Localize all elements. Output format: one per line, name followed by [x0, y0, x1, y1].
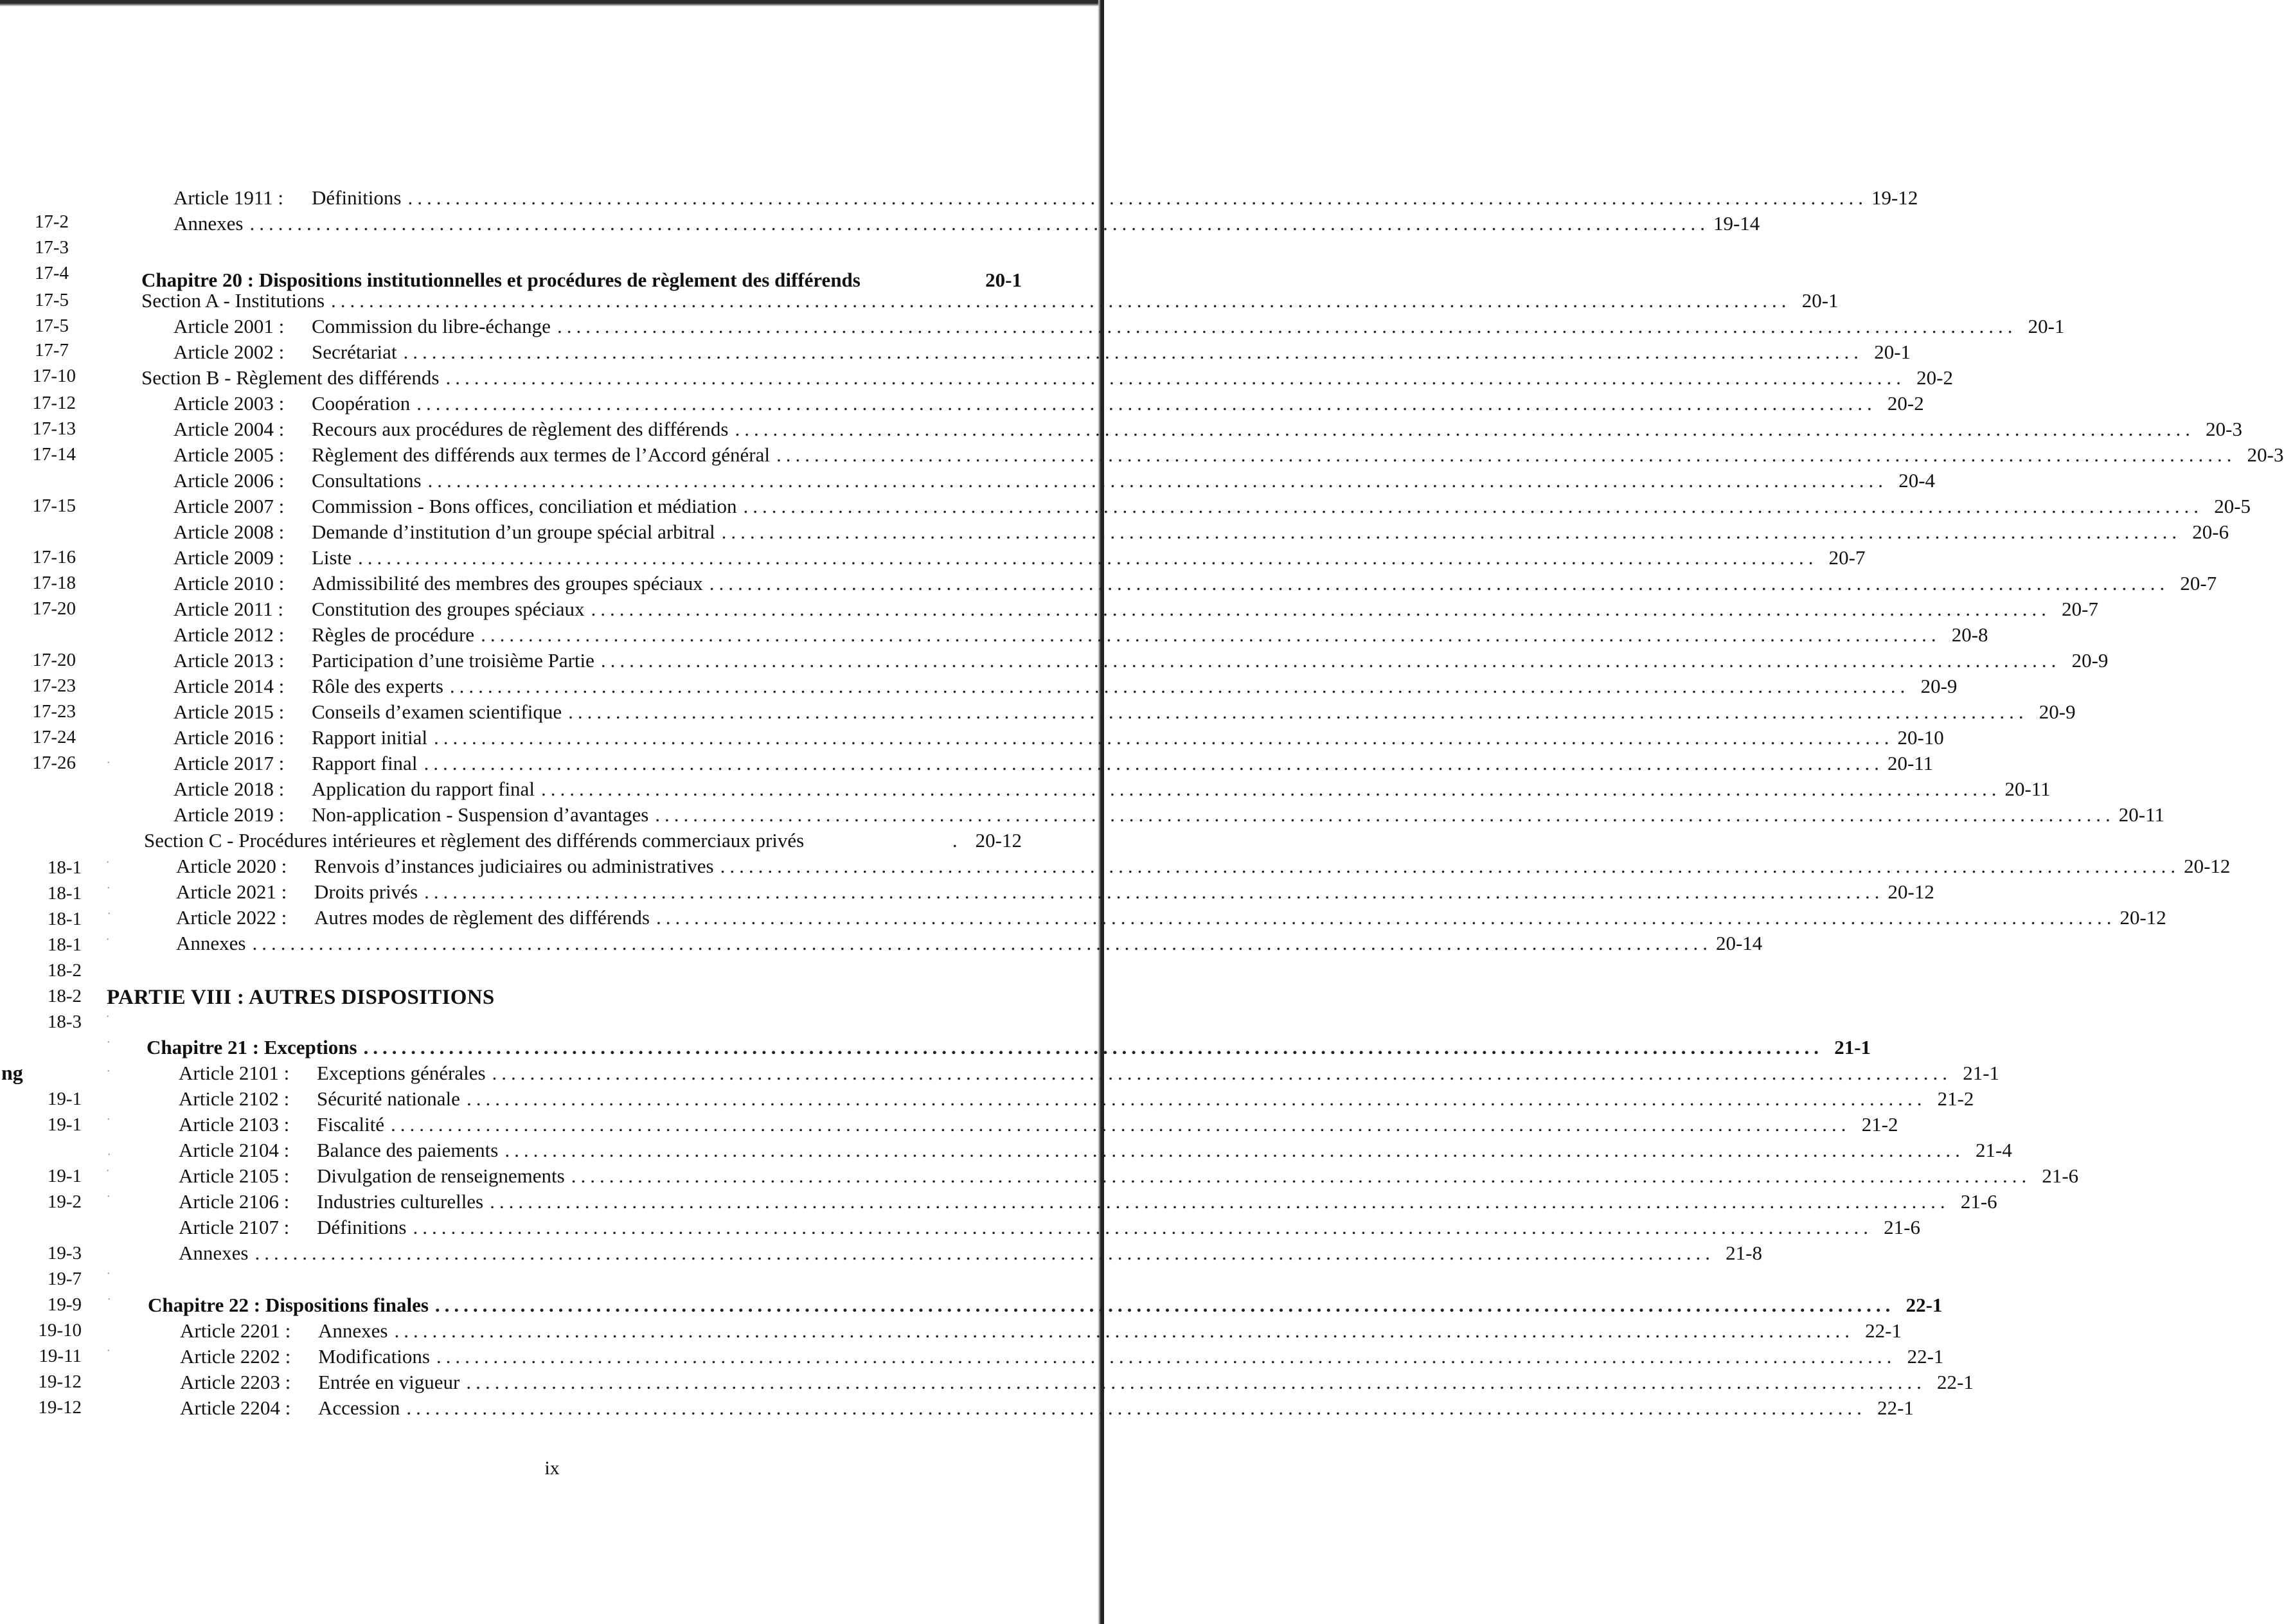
margin-page-ref: 18-3: [47, 1012, 82, 1032]
margin-page-ref: 17-16: [32, 547, 76, 567]
part-heading: PARTIE VIII : AUTRES DISPOSITIONS: [107, 986, 495, 1009]
toc-leader-dots: [445, 366, 1905, 389]
toc-entry[interactable]: [174, 700, 2076, 724]
toc-entry-title: Demande d’institution d’un groupe spécial arbitral: [312, 521, 715, 543]
toc-annexes[interactable]: [176, 932, 1763, 955]
toc-entry[interactable]: [180, 1371, 1974, 1394]
toc-page-number: 20-12: [2119, 906, 2166, 929]
toc-article-number: Article 2011 :: [174, 598, 284, 620]
toc-entry[interactable]: [174, 418, 2242, 441]
toc-entry[interactable]: [174, 443, 2284, 467]
margin-page-ref: 17-12: [32, 393, 76, 413]
cut-off-text: ng: [1, 1061, 23, 1084]
toc-article-number: Article 2101 :: [179, 1062, 290, 1084]
toc-page-number: 21-4: [1976, 1139, 2012, 1161]
toc-entry-title: Modifications: [318, 1345, 430, 1368]
toc-entry-title: Balance des paiements: [317, 1139, 499, 1161]
toc-entry-title: Coopération: [312, 392, 411, 415]
toc-article-number: Article 2006 :: [174, 469, 285, 492]
toc-leader-dots: [254, 1242, 1715, 1265]
scan-speck: ˙: [106, 1269, 111, 1285]
toc-chapter-21[interactable]: [147, 1036, 1871, 1059]
scan-speck: ˙: [107, 909, 112, 925]
toc-entry[interactable]: [176, 855, 2231, 878]
margin-page-ref: 17-24: [32, 727, 76, 747]
toc-leader-dots: [434, 726, 1894, 749]
toc-article-number: Article 2008 :: [174, 521, 285, 543]
toc-article-number: Article 2010 :: [174, 572, 285, 594]
toc-page-number: 21-2: [1861, 1113, 1898, 1136]
toc-section-b[interactable]: [141, 366, 1953, 389]
margin-page-ref: 17-10: [32, 366, 76, 386]
margin-page-ref: 19-1: [47, 1089, 82, 1109]
toc-entry[interactable]: [174, 675, 1958, 698]
toc-entry[interactable]: [179, 1113, 1898, 1136]
toc-leader-dots: [331, 289, 1791, 312]
margin-page-ref: 19-12: [38, 1371, 82, 1392]
scan-speck: ˙: [106, 1038, 111, 1054]
toc-leader-dots: [252, 932, 1712, 955]
toc-article-number: Article 2204 :: [180, 1396, 291, 1419]
toc-leader-dots: [466, 1371, 1926, 1394]
toc-leader-dots: [404, 341, 1864, 364]
toc-leader-dots: [364, 1036, 1824, 1059]
toc-page-number: 19-12: [1871, 186, 1918, 209]
margin-page-ref: 18-1: [47, 883, 82, 904]
toc-page-number: 20-7: [1828, 546, 1866, 569]
toc-entry[interactable]: [174, 341, 1911, 364]
toc-article-number: Article 2004 :: [174, 418, 285, 440]
toc-entry-title: Annexes: [318, 1319, 388, 1342]
toc-leader-dots: [391, 1113, 1851, 1136]
toc-leader-dots: [720, 855, 2181, 878]
toc-leader-dots: [722, 521, 2182, 544]
toc-leader-dots: [601, 649, 2061, 672]
margin-page-ref: 17-7: [34, 340, 69, 361]
toc-entry-title: Liste: [312, 546, 352, 569]
toc-leader-dots: [571, 1164, 2031, 1188]
page-number: ix: [544, 1458, 560, 1479]
toc-leader-dots: [467, 1087, 1927, 1111]
toc-page-number: 20-12: [975, 829, 1022, 852]
toc-article-number: Annexes: [174, 212, 244, 235]
toc-entry[interactable]: [179, 1062, 2000, 1085]
toc-article-number: Article 2005 :: [174, 443, 285, 466]
toc-page-number: 20-7: [2180, 572, 2217, 594]
toc-page-number: 20-11: [2004, 778, 2051, 800]
toc-annexes[interactable]: [174, 212, 1760, 235]
toc-page-number: 20-10: [1897, 726, 1944, 749]
toc-leader-dots: [481, 623, 1941, 647]
toc-entry-title: Admissibilité des membres des groupes spéciaux: [312, 572, 703, 594]
toc-page-number: 22-1: [1905, 1294, 1943, 1316]
toc-page-number: 20-3: [2206, 418, 2242, 440]
toc-leader-dots: [492, 1062, 1952, 1085]
toc-page-number: 20-2: [1916, 366, 1953, 389]
margin-page-ref: 19-9: [47, 1294, 82, 1315]
toc-entry[interactable]: [176, 906, 2166, 929]
scan-speck: ˙: [107, 1150, 112, 1166]
toc-entry-title: Secrétariat: [312, 341, 397, 363]
toc-page-number: 22-1: [1907, 1345, 1944, 1368]
margin-page-ref: 17-20: [32, 598, 76, 619]
toc-entry-title: Application du rapport final: [312, 778, 535, 800]
toc-entry-title: Industries culturelles: [317, 1190, 484, 1213]
toc-article-number: Article 2003 :: [174, 392, 285, 415]
toc-page-number: 20-9: [2039, 700, 2076, 723]
toc-leader-dots: [424, 752, 1884, 775]
toc-entry[interactable]: [174, 726, 1944, 749]
toc-entry[interactable]: [174, 572, 2217, 595]
toc-leader-dot: .: [952, 829, 958, 852]
margin-page-ref: 17-20: [32, 650, 76, 670]
toc-article-number: Article 2105 :: [179, 1164, 290, 1187]
toc-entry[interactable]: [180, 1345, 1944, 1368]
toc-entry[interactable]: [174, 752, 1934, 775]
toc-article-number: Article 2018 :: [174, 778, 285, 800]
toc-article-number: Article 2201 :: [180, 1319, 291, 1342]
toc-entry-title: Rapport final: [312, 752, 418, 774]
toc-entry[interactable]: [174, 803, 2164, 826]
toc-article-number: Annexes: [176, 932, 246, 954]
scan-speck: ˙: [107, 1295, 112, 1311]
margin-page-ref: 17-4: [34, 263, 69, 283]
scan-speck: ˙: [105, 935, 111, 951]
toc-leader-dots: [541, 778, 2001, 801]
toc-entry-title: Sécurité nationale: [317, 1087, 460, 1110]
toc-entry[interactable]: [174, 469, 1936, 492]
toc-page-number: 20-6: [2192, 521, 2229, 543]
toc-entry-title: Définitions: [317, 1216, 407, 1238]
toc-entry[interactable]: [174, 598, 2098, 621]
toc-leader-dots: [408, 186, 1868, 210]
toc-entry[interactable]: [179, 1216, 1920, 1239]
toc-entry-title: Rapport initial: [312, 726, 427, 749]
toc-article-number: Article 1911 :: [174, 186, 284, 209]
toc-leader-dots: [867, 263, 974, 287]
toc-entry-title: Participation d’une troisième Partie: [312, 649, 594, 672]
toc-leader-dots: [413, 1216, 1873, 1239]
toc-entry[interactable]: [176, 880, 1934, 904]
margin-page-ref: 17-23: [32, 701, 76, 722]
toc-page-number: 20-1: [985, 269, 1022, 291]
toc-article-number: Article 2017 :: [174, 752, 285, 774]
toc-entry-title: Commission du libre-échange: [312, 315, 551, 337]
toc-entry-title: Commission - Bons offices, conciliation et médiation: [312, 495, 737, 517]
toc-page-number: 19-14: [1713, 212, 1760, 235]
toc-article-number: Article 2014 :: [174, 675, 285, 697]
toc-entry-title: Section B - Règlement des différends: [141, 366, 440, 389]
toc-leader-dots: [406, 1396, 1866, 1420]
toc-leader-dots: [424, 880, 1884, 904]
margin-page-ref: 18-1: [47, 857, 82, 878]
margin-page-ref: 17-23: [32, 675, 76, 696]
toc-entry-title: Définitions: [312, 186, 402, 209]
scan-speck: ˙: [106, 1067, 111, 1083]
toc-page-number: 21-6: [2042, 1164, 2079, 1187]
toc-entry-title: Chapitre 20 : Dispositions institutionnelles et procédures de règlement des différends: [141, 269, 861, 291]
toc-article-number: Article 2020 :: [176, 855, 287, 877]
scan-speck: ˙: [105, 858, 111, 874]
toc-leader-dots: [655, 803, 2115, 826]
toc-page-number: 20-1: [1801, 289, 1839, 312]
toc-page-number: 22-1: [1865, 1319, 1902, 1342]
toc-entry-title: Chapitre 21 : Exceptions: [147, 1036, 357, 1058]
toc-article-number: Article 2102 :: [179, 1087, 290, 1110]
toc-page-number: 20-1: [2028, 315, 2065, 337]
toc-page-number: 20-9: [2071, 649, 2109, 672]
margin-page-ref: 18-1: [47, 934, 82, 955]
toc-leader-dots: [436, 1345, 1896, 1368]
scan-speck: ˙: [105, 1012, 111, 1028]
toc-entry[interactable]: [179, 1139, 2012, 1162]
scan-speck: ˙: [106, 884, 111, 900]
toc-page-number: 20-11: [2118, 803, 2164, 826]
toc-entry-title: Droits privés: [314, 880, 418, 903]
toc-leader-dots: [450, 675, 1910, 698]
toc-article-number: Article 2013 :: [174, 649, 285, 672]
margin-page-ref: 19-3: [47, 1243, 82, 1263]
margin-page-ref: 19-12: [38, 1397, 82, 1418]
margin-page-ref: 17-26: [32, 753, 76, 773]
toc-entry[interactable]: [174, 546, 1866, 569]
toc-leader-dots: [709, 572, 2170, 595]
toc-entry[interactable]: [179, 1087, 1974, 1111]
toc-article-number: Article 2021 :: [176, 880, 287, 903]
margin-page-ref: 19-11: [39, 1346, 82, 1366]
scan-speck: ˙: [106, 1192, 111, 1208]
toc-entry[interactable]: [174, 623, 1988, 647]
toc-article-number: Article 2103 :: [179, 1113, 290, 1136]
toc-entry[interactable]: [174, 778, 2051, 801]
toc-entry-title: Accession: [318, 1396, 400, 1419]
scan-speck: ˙: [106, 1346, 111, 1362]
toc-article-number: Article 2012 :: [174, 623, 285, 646]
margin-page-ref: 18-1: [47, 909, 82, 929]
toc-leader-dots: [358, 546, 1818, 569]
toc-article-number: Article 2107 :: [179, 1216, 290, 1238]
toc-page-number: 20-12: [1887, 880, 1934, 903]
margin-page-ref: 18-2: [47, 986, 82, 1006]
toc-leader-dots: [557, 315, 2017, 338]
toc-article-number: Article 2001 :: [174, 315, 285, 337]
toc-section-c[interactable]: [144, 829, 1022, 852]
toc-entry[interactable]: [174, 186, 1918, 210]
toc-entry-title: Consultations: [312, 469, 422, 492]
scan-speck: ˙: [105, 1166, 111, 1182]
toc-leader-dots: [490, 1190, 1950, 1213]
toc-leader-dots: [656, 906, 2116, 929]
toc-entry[interactable]: [174, 649, 2109, 672]
toc-page-number: 20-3: [2247, 443, 2284, 466]
toc-page-number: 20-8: [1951, 623, 1988, 646]
toc-entry[interactable]: [174, 495, 2251, 518]
toc-page-number: 22-1: [1937, 1371, 1974, 1393]
toc-article-number: Article 2007 :: [174, 495, 285, 517]
margin-page-ref: 19-2: [47, 1191, 82, 1212]
margin-page-ref: 17-2: [34, 211, 69, 232]
toc-page-number: 20-9: [1920, 675, 1958, 697]
toc-entry-title: Divulgation de renseignements: [317, 1164, 565, 1187]
toc-article-number: Article 2022 :: [176, 906, 287, 929]
margin-page-ref: 19-7: [47, 1269, 82, 1289]
toc-leader-dots: [568, 700, 2028, 724]
toc-leader-dots: [416, 392, 1877, 415]
toc-leader-dots: [744, 495, 2204, 518]
toc-entry[interactable]: [174, 521, 2229, 544]
margin-page-ref: 18-2: [47, 960, 82, 981]
toc-page-number: 20-11: [1887, 752, 1934, 774]
toc-article-number: Article 2019 :: [174, 803, 285, 826]
toc-entry-title: Section A - Institutions: [141, 289, 325, 312]
margin-page-ref: 17-13: [32, 418, 76, 439]
toc-entry-title: Rôle des experts: [312, 675, 443, 697]
toc-article-number: Article 2015 :: [174, 700, 285, 723]
toc-page-number: 21-6: [1884, 1216, 1920, 1238]
toc-entry[interactable]: [180, 1319, 1902, 1343]
margin-page-ref: 17-5: [34, 316, 69, 336]
margin-page-ref: 19-1: [47, 1114, 82, 1135]
toc-article-number: Article 2002 :: [174, 341, 285, 363]
toc-entry-title: Entrée en vigueur: [318, 1371, 460, 1393]
toc-leader-dots: [428, 469, 1888, 492]
margin-page-ref: 17-18: [32, 573, 76, 593]
toc-page-number: 21-6: [1960, 1190, 1997, 1213]
toc-article-number: Article 2202 :: [180, 1345, 291, 1368]
toc-entry[interactable]: [180, 1396, 1914, 1420]
toc-article-number: Article 2203 :: [180, 1371, 291, 1393]
toc-article-number: Article 2009 :: [174, 546, 285, 569]
margin-page-ref: 17-3: [34, 237, 69, 258]
toc-leader-dots: [735, 418, 2195, 441]
toc-entry-title: Règlement des différends aux termes de l’Accord général: [312, 443, 770, 466]
toc-entry-title: Renvois d’instances judiciaires ou administratives: [314, 855, 714, 877]
toc-entry-title: Exceptions générales: [317, 1062, 486, 1084]
toc-leader-dots: [776, 443, 2236, 467]
toc-entry-title: Section C - Procédures intérieures et règlement des différends commerciaux privés: [144, 829, 805, 852]
toc-page-number: 20-12: [2184, 855, 2231, 877]
toc-chapter-22[interactable]: [148, 1294, 1943, 1317]
toc-article-number: Annexes: [179, 1242, 249, 1264]
toc-section-a[interactable]: [141, 289, 1839, 312]
toc-leader-dots: [435, 1294, 1895, 1317]
toc-entry-title: Autres modes de règlement des différends: [314, 906, 650, 929]
margin-page-ref: 17-15: [32, 495, 76, 516]
toc-article-number: Article 2106 :: [179, 1190, 290, 1213]
toc-entry-title: Règles de procédure: [312, 623, 475, 646]
toc-leader-dots: [394, 1319, 1854, 1343]
toc-page-number: 20-2: [1887, 392, 1924, 415]
toc-page-number: 20-14: [1715, 932, 1763, 954]
scan-speck: ˙: [106, 1115, 111, 1131]
margin-page-ref: 17-5: [34, 290, 69, 310]
toc-page-number: 20-1: [1874, 341, 1911, 363]
scan-speck: ˙: [106, 758, 111, 774]
toc-article-number: Article 2104 :: [179, 1139, 290, 1161]
toc-page-number: 20-4: [1898, 469, 1936, 492]
toc-page-number: 22-1: [1877, 1396, 1914, 1419]
toc-page-number: 20-5: [2214, 495, 2251, 517]
toc-chapter-20[interactable]: [141, 263, 1022, 292]
toc-entry[interactable]: [179, 1190, 1997, 1213]
toc-page-number: 21-2: [1937, 1087, 1974, 1110]
toc-entry-title: Fiscalité: [317, 1113, 385, 1136]
toc-entry-title: Chapitre 22 : Dispositions finales: [148, 1294, 429, 1316]
toc-entry-title: Conseils d’examen scientifique: [312, 700, 562, 723]
toc-page-number: 21-1: [1834, 1036, 1871, 1058]
toc-page-number: 21-1: [1963, 1062, 2000, 1084]
toc-page-number: 21-8: [1726, 1242, 1762, 1264]
toc-entry[interactable]: [174, 315, 2065, 338]
toc-leader-dots: [249, 212, 1709, 235]
toc-entry[interactable]: [174, 392, 1924, 415]
toc-article-number: Article 2016 :: [174, 726, 285, 749]
margin-page-ref: 17-14: [32, 444, 76, 465]
toc-entry[interactable]: [179, 1164, 2079, 1188]
margin-page-ref: 19-10: [38, 1320, 82, 1341]
toc-leader-dots: [504, 1139, 1965, 1162]
margin-page-ref: 19-1: [47, 1166, 82, 1186]
toc-leader-dots: [591, 598, 2051, 621]
toc-page-number: 20-7: [2062, 598, 2098, 620]
toc-entry-title: Constitution des groupes spéciaux: [312, 598, 585, 620]
toc-entry-title: Non-application - Suspension d’avantages: [312, 803, 649, 826]
toc-annexes[interactable]: [179, 1242, 1762, 1265]
toc-entry-title: Recours aux procédures de règlement des différends: [312, 418, 729, 440]
